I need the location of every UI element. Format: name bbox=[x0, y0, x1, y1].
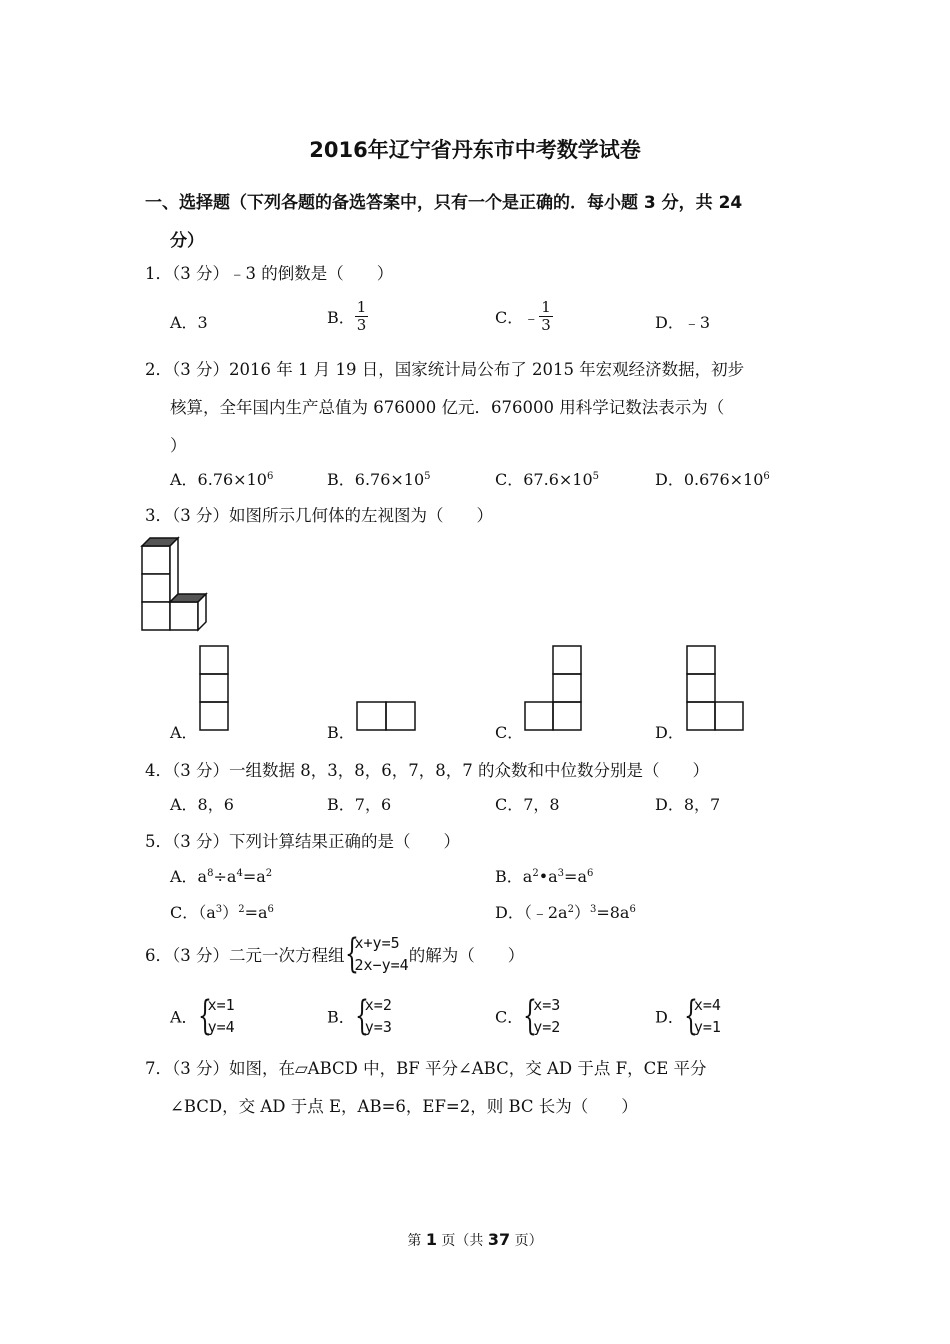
q6-option-b: B． { x=2 y=3 bbox=[327, 993, 392, 1039]
q5-option-a: A．$a^8\div a^4=a^2$ bbox=[170, 867, 273, 886]
question-6-stem: 6．（3 分）二元一次方程组 { x+y=5 2x−y=4 的解为（ ） bbox=[145, 931, 525, 977]
q5-option-d: D．$(﹣2a^2)^3=8a^6$ bbox=[495, 903, 636, 922]
q2-option-d: D．$0.676\times 10^6$ bbox=[655, 470, 770, 489]
q3-option-d-view bbox=[686, 645, 745, 732]
q3-option-b-view bbox=[356, 701, 416, 732]
question-2-line3: ） bbox=[170, 436, 187, 455]
question-1-stem: 1．（3 分）﹣3 的倒数是（ ） bbox=[145, 264, 394, 283]
q4-option-b: B．7，6 bbox=[327, 795, 392, 814]
question-4-stem: 4．（3 分）一组数据 8，3，8，6，7，8，7 的众数和中位数分别是（ ） bbox=[145, 761, 709, 780]
q6-option-a: A． { x=1 y=4 bbox=[170, 993, 235, 1039]
fraction: $\frac{1}{3}$ bbox=[541, 298, 551, 334]
solid-figure bbox=[138, 534, 214, 634]
q4-option-c: C．7，8 bbox=[495, 795, 560, 814]
q2-option-c: C．$67.6\times 10^5$ bbox=[495, 470, 600, 489]
q3-option-c-view bbox=[524, 645, 583, 732]
q3-option-a-label: A． bbox=[170, 723, 198, 742]
fraction: $\frac{1}{3}$ bbox=[356, 298, 367, 334]
q3-option-b-label: B． bbox=[327, 723, 355, 742]
question-2-line1: 2．（3 分）2016 年 1 月 19 日，国家统计局公布了 2015 年宏观经济数据，初步 bbox=[145, 360, 745, 379]
q2-option-b: B．$6.76\times 10^5$ bbox=[327, 470, 431, 489]
question-3-stem: 3．（3 分）如图所示几何体的左视图为（ ） bbox=[145, 506, 493, 525]
q4-option-a: A．8，6 bbox=[170, 795, 234, 814]
question-7-line1: 7．（3 分）如图，在▱ABCD 中，BF 平分∠ABC，交 AD 于点 F，CE 平分 bbox=[145, 1059, 707, 1078]
equation-system: { x+y=5 2x−y=4 bbox=[344, 931, 409, 977]
question-5-stem: 5．（3 分）下列计算结果正确的是（ ） bbox=[145, 832, 460, 851]
q1-option-b: B． $\frac{1}{3}$ bbox=[327, 298, 367, 334]
q6-option-c: C． { x=3 y=2 bbox=[495, 993, 561, 1039]
page-title: 2016年辽宁省丹东市中考数学试卷 bbox=[309, 138, 641, 162]
question-2-line2: 核算，全年国内生产总值为 676000 亿元．676000 用科学记数法表示为（ bbox=[170, 398, 725, 417]
q3-option-d-label: D． bbox=[655, 723, 684, 742]
q1-option-d: D．﹣3 bbox=[655, 313, 711, 332]
q5-option-c: C．$(a^3)^2=a^6$ bbox=[170, 903, 274, 922]
section-heading-cont: 分） bbox=[170, 231, 204, 251]
q4-option-d: D．8，7 bbox=[655, 795, 721, 814]
section-heading: 一、选择题（下列各题的备选答案中，只有一个是正确的．每小题 3 分，共 24 bbox=[145, 193, 743, 213]
question-7-line2: ∠BCD，交 AD 于点 E，AB=6，EF=2，则 BC 长为（ ） bbox=[170, 1097, 638, 1116]
q6-option-d: D． { x=4 y=1 bbox=[655, 993, 721, 1039]
q3-option-a-view bbox=[199, 645, 229, 732]
q2-option-a: A．$6.76\times 10^6$ bbox=[170, 470, 274, 489]
q1-option-a: A．3 bbox=[170, 313, 208, 332]
q1-option-c: C．﹣ $\frac{1}{3}$ bbox=[495, 298, 551, 334]
q3-option-c-label: C． bbox=[495, 723, 524, 742]
page-footer: 第 1 页（共 37 页） bbox=[407, 1230, 543, 1249]
q5-option-b: B．$a^2•a^3=a^6$ bbox=[495, 867, 594, 886]
